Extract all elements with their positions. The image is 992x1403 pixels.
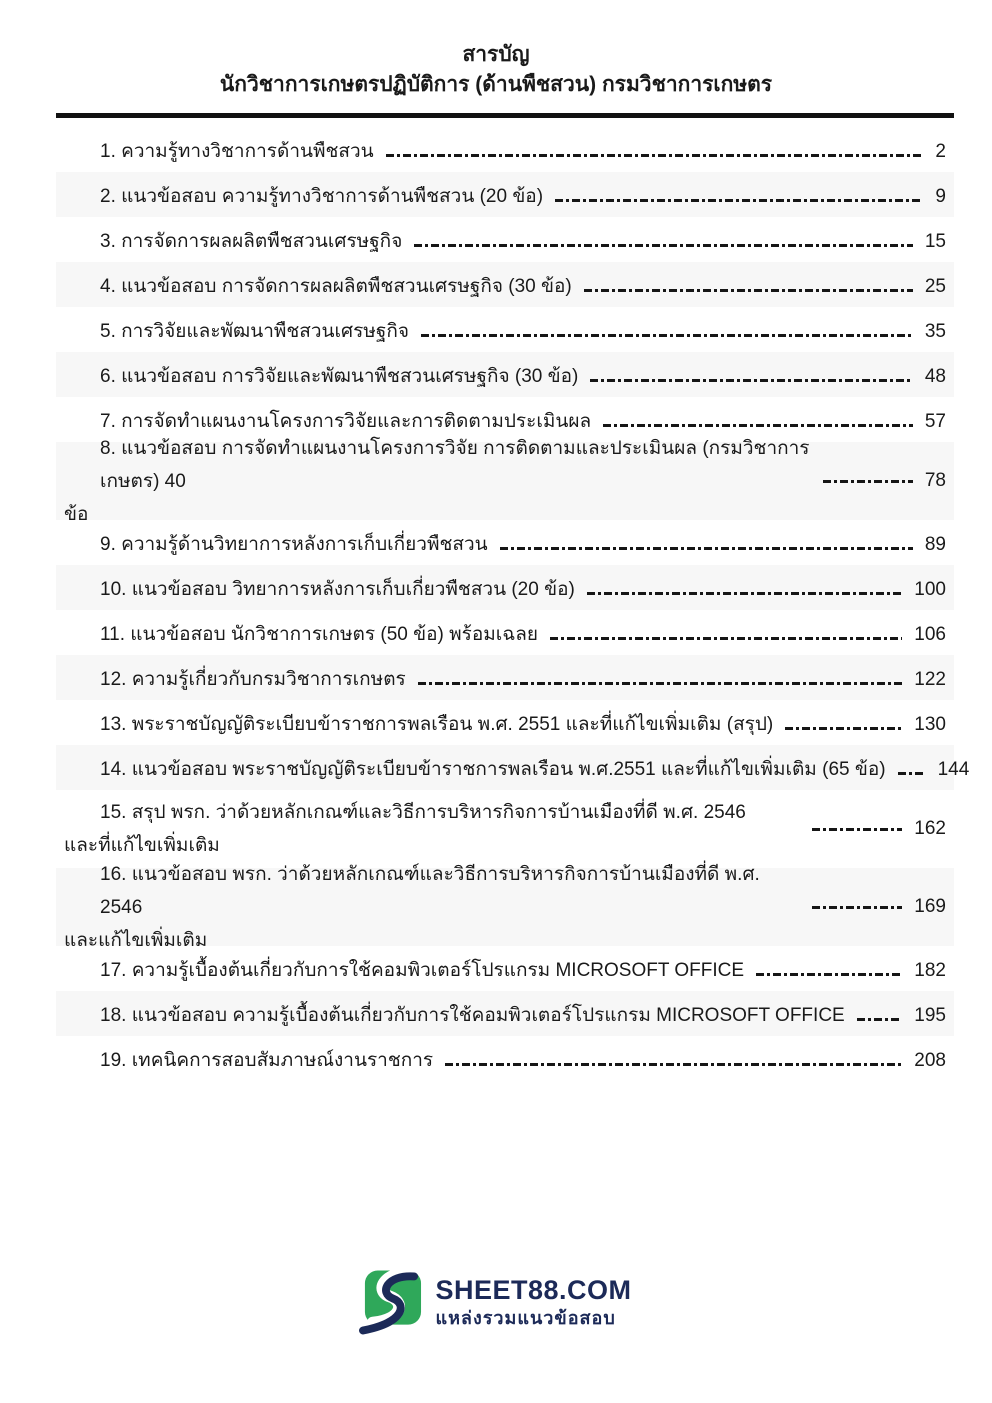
- document-header: [0, 0, 992, 100]
- dotted-leader: [421, 334, 913, 337]
- toc-entry-line: 16. แนวข้อสอบ พรก. ว่าด้วยหลักเกณฑ์และวิธีการบริหารกิจการบ้านเมืองที่ดี พ.ศ. 2546: [100, 863, 760, 918]
- toc-row: [56, 217, 954, 262]
- toc-row: [56, 991, 954, 1036]
- toc-page-number: 2: [935, 141, 946, 162]
- toc-row: [56, 1036, 954, 1081]
- content-area: [56, 113, 970, 1081]
- dotted-leader: [550, 637, 902, 640]
- toc-entry-label: [100, 1003, 845, 1029]
- toc-entry-line: และที่แก้ไขเพิ่มเติม: [64, 835, 220, 856]
- dotted-leader: [584, 289, 913, 292]
- page-title: สารบัญ: [462, 43, 530, 66]
- toc-entry-line: 3. การจัดการผลผลิตพืชสวนเศรษฐกิจ: [100, 231, 403, 252]
- dotted-leader: [823, 480, 913, 483]
- toc-entry-line: 17. ความรู้เบื้องต้นเกี่ยวกับการใช้คอมพิวเตอร์โปรแกรม MICROSOFT OFFICE: [100, 960, 745, 981]
- toc-row: [56, 610, 954, 655]
- dotted-leader: [812, 906, 902, 909]
- toc-entry-line: 5. การวิจัยและพัฒนาพืชสวนเศรษฐกิจ: [100, 321, 409, 342]
- toc-page-number: 162: [914, 818, 946, 839]
- brand-tagline: แหล่งรวมแนวข้อสอบ: [435, 1307, 616, 1328]
- page-subtitle: นักวิชาการเกษตรปฏิบัติการ (ด้านพืชสวน) กรมวิชาการเกษตร: [219, 73, 773, 96]
- toc-entry-label: [100, 184, 543, 210]
- toc-entry-line: และแก้ไขเพิ่มเติม: [64, 929, 208, 951]
- toc-entry-line: 4. แนวข้อสอบ การจัดการผลผลิตพืชสวนเศรษฐกิจ (30 ข้อ): [100, 276, 572, 297]
- toc-page-number: 100: [914, 579, 946, 600]
- toc-row: [56, 307, 954, 352]
- toc-entry-label: [100, 577, 575, 603]
- toc-entry-label: [100, 532, 488, 558]
- toc-row: [56, 863, 954, 951]
- footer-logo: [0, 1269, 992, 1335]
- toc-entry-label: [64, 858, 800, 957]
- toc-entry-line: 13. พระราชบัญญัติระเบียบข้าราชการพลเรือน พ.ศ. 2551 และที่แก้ไขเพิ่มเติม (สรุป): [100, 714, 774, 735]
- dotted-leader: [445, 1063, 902, 1066]
- toc-page-number: 15: [924, 231, 946, 252]
- toc-row: [56, 437, 954, 525]
- dotted-leader: [603, 424, 913, 427]
- toc-row: [56, 127, 954, 172]
- toc-entry-label: [100, 667, 406, 693]
- toc-list: [56, 127, 970, 1081]
- dotted-leader: [857, 1018, 903, 1021]
- toc-entry-line: 15. สรุป พรก. ว่าด้วยหลักเกณฑ์และวิธีการบริหารกิจการบ้านเมืองที่ดี พ.ศ. 2546: [100, 802, 746, 823]
- toc-entry-label: [100, 364, 578, 390]
- toc-entry-label: [100, 274, 572, 300]
- toc-entry-line: 19. เทคนิคการสอบสัมภาษณ์งานราชการ: [100, 1050, 434, 1071]
- toc-entry-label: [100, 958, 744, 984]
- toc-page-number: 144: [937, 759, 970, 780]
- toc-entry-line: 8. แนวข้อสอบ การจัดทำแผนงานโครงการวิจัย การติดตามและประเมินผล (กรมวิชาการเกษตร) 40: [100, 437, 810, 492]
- toc-entry-line: 14. แนวข้อสอบ พระราชบัญญัติระเบียบข้าราชการพลเรือน พ.ศ.2551 และที่แก้ไขเพิ่มเติม (65 ข้อ): [100, 759, 886, 780]
- toc-page-number: 48: [924, 366, 946, 387]
- dotted-leader: [812, 828, 902, 831]
- dotted-leader: [414, 244, 913, 247]
- dotted-leader: [785, 727, 902, 730]
- toc-entry-line: 9. ความรู้ด้านวิทยาการหลังการเก็บเกี่ยวพืชสวน: [100, 534, 488, 555]
- dotted-leader: [500, 547, 913, 550]
- toc-entry-label: [100, 229, 402, 255]
- dotted-leader: [418, 682, 903, 685]
- toc-page-number: 89: [924, 534, 946, 555]
- brand-text-block: [435, 1275, 631, 1330]
- dotted-leader: [555, 199, 923, 202]
- toc-row: [56, 172, 954, 217]
- dotted-leader: [898, 772, 926, 775]
- dotted-leader: [590, 379, 913, 382]
- toc-row: [56, 262, 954, 307]
- header-divider: [56, 113, 954, 118]
- toc-page-number: 182: [914, 960, 946, 981]
- toc-entry-label: [64, 432, 811, 531]
- dotted-leader: [386, 154, 924, 157]
- toc-page-number: 122: [914, 669, 946, 690]
- toc-entry-label: [100, 757, 886, 783]
- toc-entry-line: 6. แนวข้อสอบ การวิจัยและพัฒนาพืชสวนเศรษฐกิจ (30 ข้อ): [100, 366, 579, 387]
- toc-page-number: 169: [914, 896, 946, 917]
- toc-page-number: 25: [924, 276, 946, 297]
- toc-entry-label: [100, 622, 538, 648]
- toc-page-number: 78: [924, 470, 946, 491]
- toc-row: [56, 700, 954, 745]
- toc-page-number: 35: [924, 321, 946, 342]
- toc-row: [56, 745, 970, 790]
- toc-entry-label: [100, 712, 773, 738]
- toc-entry-label: [100, 1048, 433, 1074]
- toc-entry-line: 1. ความรู้ทางวิชาการด้านพืชสวน: [100, 141, 374, 162]
- toc-row: [56, 565, 954, 610]
- toc-page-number: 9: [935, 186, 946, 207]
- toc-entry-line: ข้อ: [64, 503, 89, 525]
- toc-entry-label: [100, 319, 409, 345]
- dotted-leader: [756, 973, 902, 976]
- toc-row: [56, 790, 954, 868]
- toc-page-number: 195: [914, 1005, 946, 1026]
- toc-entry-line: 7. การจัดทำแผนงานโครงการวิจัยและการติดตามประเมินผล: [100, 411, 592, 432]
- toc-page-number: 208: [914, 1050, 946, 1071]
- toc-entry-line: 2. แนวข้อสอบ ความรู้ทางวิชาการด้านพืชสวน (20 ข้อ): [100, 186, 544, 207]
- toc-entry-line: 10. แนวข้อสอบ วิทยาการหลังการเก็บเกี่ยวพืชสวน (20 ข้อ): [100, 579, 575, 600]
- toc-entry-label: [64, 796, 800, 862]
- toc-page-number: 130: [914, 714, 946, 735]
- toc-page-number: 57: [924, 411, 946, 432]
- toc-entry-line: 12. ความรู้เกี่ยวกับกรมวิชาการเกษตร: [100, 669, 406, 690]
- toc-row: [56, 655, 954, 700]
- sheet88-logo-icon: [360, 1269, 423, 1335]
- toc-page-number: 106: [914, 624, 946, 645]
- toc-row: [56, 352, 954, 397]
- toc-entry-line: 18. แนวข้อสอบ ความรู้เบื้องต้นเกี่ยวกับการใช้คอมพิวเตอร์โปรแกรม MICROSOFT OFFICE: [100, 1005, 845, 1026]
- toc-entry-line: 11. แนวข้อสอบ นักวิชาการเกษตร (50 ข้อ) พร้อมเฉลย: [100, 624, 539, 645]
- toc-entry-label: [100, 139, 374, 165]
- brand-name: SHEET88.COM: [435, 1274, 632, 1305]
- dotted-leader: [587, 592, 902, 595]
